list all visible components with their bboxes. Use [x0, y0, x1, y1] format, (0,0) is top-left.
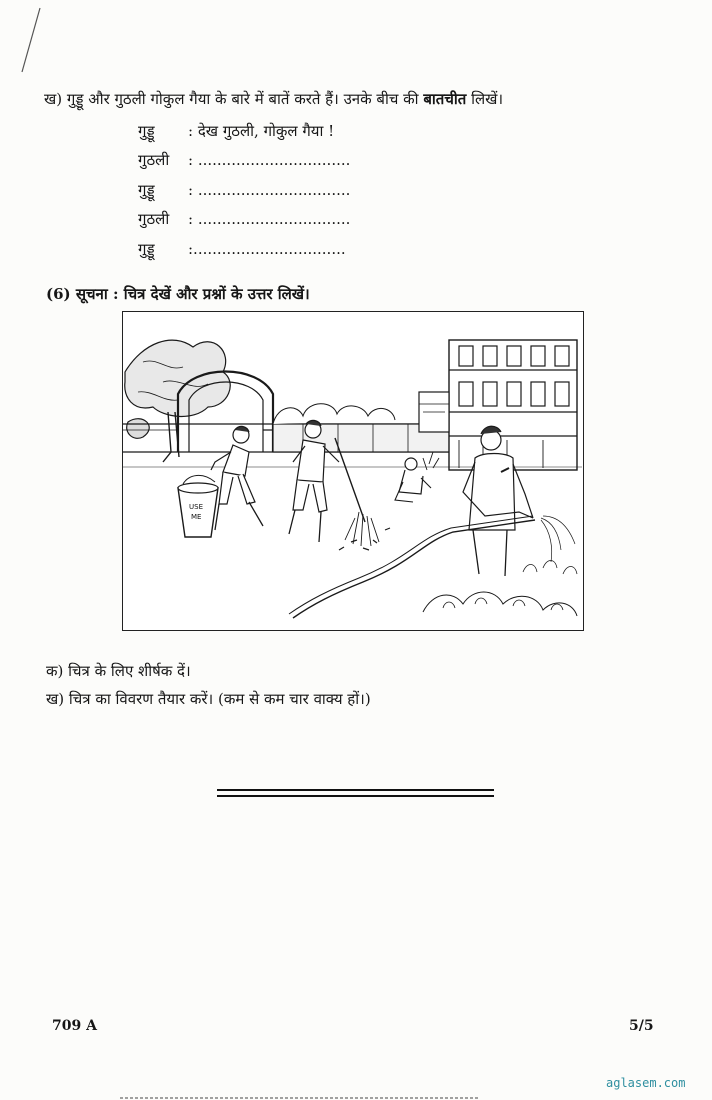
- dialogue-speaker: गुठली: [138, 210, 170, 228]
- dialogue-text: : ................................: [188, 151, 351, 169]
- sub-question-ka: क) चित्र के लिए शीर्षक दें।: [46, 662, 191, 680]
- question-kha: [44, 89, 503, 109]
- dialogue-text: :................................: [188, 240, 346, 258]
- bin-label-use: USE: [189, 503, 203, 511]
- sub-question-kha: ख) चित्र का विवरण तैयार करें। (कम से कम चार वाक्य हों।): [46, 690, 371, 708]
- paper-code: 709 A: [52, 1018, 97, 1034]
- end-rule-top: [217, 789, 494, 791]
- dialogue-line: [138, 209, 350, 229]
- watermark: aglasem.com: [606, 1076, 686, 1090]
- dialogue-speaker: गुड्डू: [138, 240, 155, 258]
- dialogue-line: [138, 180, 350, 200]
- bin-label-me: ME: [191, 513, 202, 521]
- dialogue-speaker: गुठली: [138, 151, 170, 169]
- dialogue-text: : ................................: [188, 181, 351, 199]
- question-kha-bold: बातचीत: [423, 90, 467, 108]
- illustration: [122, 311, 584, 631]
- question-kha-text: ख) गुड्डू और गुठली गोकुल गैया के बारे में बातें करते हैं। उनके बीच की: [44, 90, 419, 108]
- page-number: 5/5: [629, 1018, 654, 1034]
- question-kha-suffix: लिखें।: [466, 90, 504, 108]
- dialogue-line: [138, 239, 346, 259]
- dialogue-speaker: गुड्डू: [138, 181, 155, 199]
- boy-throwing-trash: [211, 426, 263, 530]
- dialogue-line: [138, 121, 334, 141]
- dialogue-text: : ................................: [188, 210, 351, 228]
- scan-bottom-edge: [0, 1096, 712, 1100]
- dialogue-line: [138, 150, 350, 170]
- boy-planting: [395, 452, 439, 502]
- end-rule-bottom: [217, 795, 494, 797]
- dialogue-text: : देख गुठली, गोकुल गैया !: [188, 122, 335, 140]
- flower-bushes: [423, 561, 577, 617]
- boundary-wall: [123, 424, 453, 452]
- scan-edge-mark: [18, 6, 48, 76]
- section-6-instruction: (6) सूचना : चित्र देखें और प्रश्नों के उत्तर लिखें।: [46, 285, 310, 303]
- cleaning-scene: [123, 312, 582, 629]
- dialogue-speaker: गुड्डू: [138, 122, 155, 140]
